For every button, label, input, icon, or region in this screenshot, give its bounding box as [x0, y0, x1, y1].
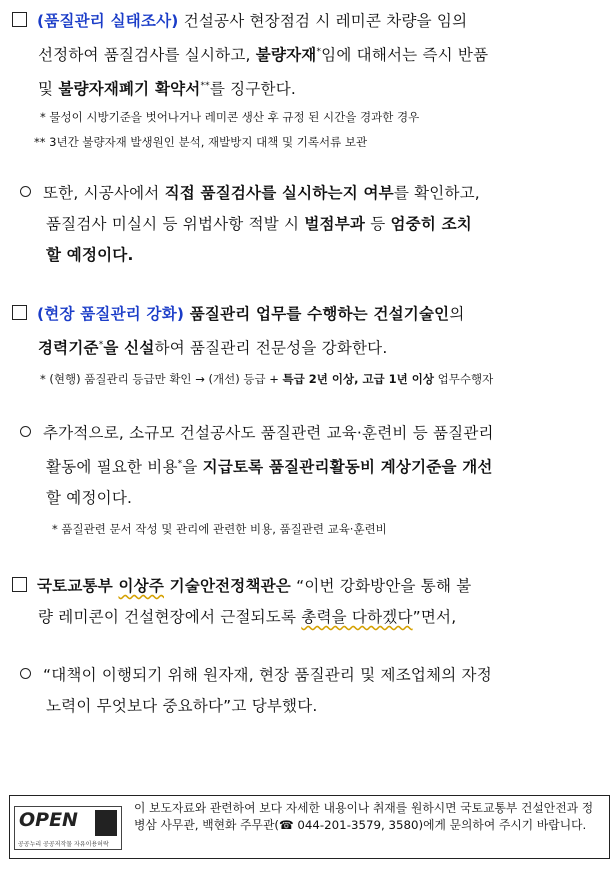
bullet-inspection-check: 또한, 시공사에서 직접 품질검사를 실시하는지 여부를 확인하고, 품질검사 미실시 등 위법사항 적발 시 벌점부과 등 엄중히 조치 할 예정이다. — [12, 178, 608, 271]
circle-bullet-icon — [20, 186, 31, 197]
license-badge-icon — [95, 810, 117, 836]
checkbox-square-icon — [12, 577, 27, 592]
section-field-quality: (현장 품질관리 강화) 품질관리 업무를 수행하는 건설기술인의 경력기준*을 신설하여 품질관리 전문성을 강화한다. — [12, 299, 608, 364]
footnote-1: * 물성이 시방기준을 벗어나거나 레미콘 생산 후 규정 된 시간을 경과한 경우 — [40, 110, 420, 124]
contact-footer-box — [9, 795, 610, 859]
circle-bullet-icon — [20, 426, 31, 437]
footnote-3: * (현행) 품질관리 등급만 확인 → (개선) 등급 + 특급 2년 이상, 고급 1년 이상 업무수행자 — [40, 372, 494, 386]
circle-bullet-icon — [20, 668, 31, 679]
contact-text: 이 보도자료와 관련하여 보다 자세한 내용이나 취재를 원하시면 국토교통부 건설안전과 정병삼 사무관, 백현화 주무관(☎ 044-201-3579, 3580)에게 문의하여 주시기 바랍니다. — [134, 801, 594, 832]
section-official-quote: 국토교통부 이상주 기술안전정책관은 “이번 강화방안을 통해 불 량 레미콘이 건설현장에서 근절되도록 총력을 다하겠다”면서, — [12, 571, 608, 633]
open-license-logo: OPEN 공공누리 공공저작물 자유이용허락 — [14, 806, 122, 850]
checkbox-square-icon — [12, 305, 27, 320]
checkbox-square-icon — [12, 12, 27, 27]
bullet-final-quote: “대책이 이행되기 위해 원자재, 현장 품질관리 및 제조업체의 자정 노력이 무엇보다 중요하다”고 당부했다. — [12, 660, 608, 722]
section-quality-inspection: (품질관리 실태조사) 건설공사 현장점검 시 레미콘 차량을 임의 선정하여 품질검사를 실시하고, 불량자재*임에 대해서는 즉시 반품 및 불량자재폐기 확약서**를 징구한다. — [12, 6, 608, 105]
footnote-4: * 품질관련 문서 작성 및 관리에 관련한 비용, 품질관련 교육·훈련비 — [52, 522, 387, 536]
footnote-2: ** 3년간 불량자재 발생원인 분석, 재발방지 대책 및 기록서류 보관 — [34, 135, 368, 149]
bullet-small-projects: 추가적으로, 소규모 건설공사도 품질관련 교육·훈련비 등 품질관리 활동에 필요한 비용*을 지급토록 품질관리활동비 계상기준을 개선 할 예정이다. — [12, 418, 608, 514]
